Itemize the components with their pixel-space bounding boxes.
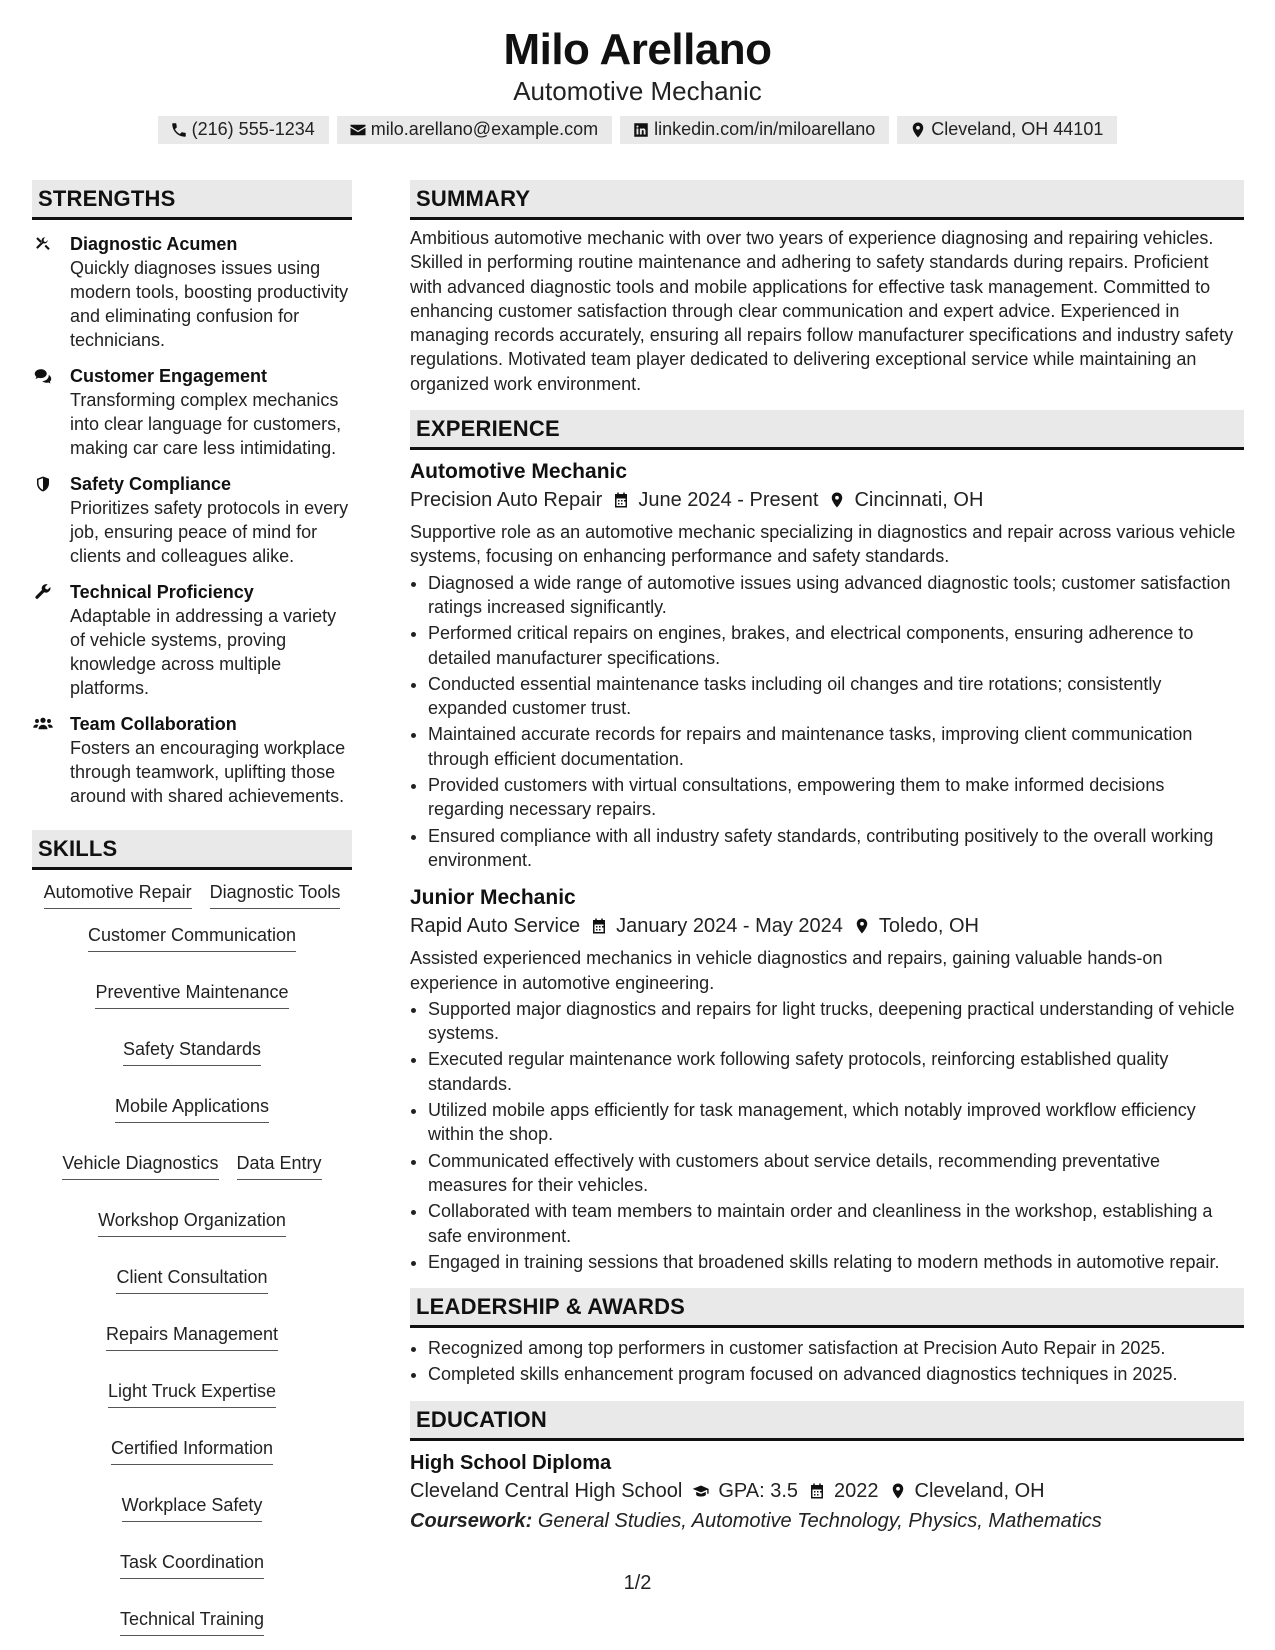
job-bullets [410,997,1244,1274]
strength-desc: Quickly diagnoses issues using modern tools, boosting productivity and eliminating confusion for technicians. [70,258,349,350]
job-bullet: • Supported major diagnostics and repairs for light trucks, deepening practical understanding of vehicle systems. [428,997,1244,1046]
strength-item [32,232,352,352]
skill-tag: Customer Communication [88,923,296,952]
strength-desc: Transforming complex mechanics into clear language for customers, making car care less intimidating. [70,390,342,458]
phone-text: (216) 555-1234 [191,119,315,139]
skill-tag: Repairs Management [106,1322,278,1351]
linkedin-text: linkedin.com/in/miloarellano [654,119,876,139]
strength-desc: Fosters an encouraging workplace through teamwork, uplifting those around with shared achievements. [70,738,346,806]
job-bullet: • Engaged in training sessions that broadened skills relating to modern methods in automotive repair. [428,1250,1244,1274]
school-location: Cleveland, OH [914,1479,1045,1502]
envelope-icon [349,121,367,139]
page-number: 1/2 [623,1572,652,1594]
skill-tag: Automotive Repair [44,880,192,909]
education-heading: EDUCATION [410,1401,1244,1441]
strength-item [32,364,352,460]
job-meta [410,912,1244,940]
calendar-icon [808,1481,826,1501]
skills-heading: SKILLS [32,830,352,870]
skill-tag: Diagnostic Tools [210,880,341,909]
job-bullet: • Utilized mobile apps efficiently for task management, which notably improved workflow efficiency within the shop. [428,1098,1244,1147]
award-item: • Recognized among top performers in customer satisfaction at Precision Auto Repair in 2025. [428,1336,1244,1360]
job-company: Rapid Auto Service [410,915,581,938]
job-dates: June 2024 - Present [638,489,819,512]
skill-tag: Mobile Applications [115,1094,269,1123]
strength-desc: Prioritizes safety protocols in every job, ensuring peace of mind for clients and colleagues alike. [70,498,349,566]
strength-title: Customer Engagement [70,366,268,386]
job-bullet: • Communicated effectively with customers about service details, recommending preventative measures for their vehicles. [428,1149,1244,1198]
linkedin-icon [632,121,650,139]
strength-item [32,712,352,808]
strengths-heading: STRENGTHS [32,180,352,220]
job-entry [410,884,1244,1274]
skill-tag: Workshop Organization [98,1208,286,1237]
award-item: • Completed skills enhancement program focused on advanced diagnostics techniques in 2025. [428,1362,1244,1386]
graduation-cap-icon [692,1481,710,1501]
skill-tag: Safety Standards [123,1037,261,1066]
comments-icon [32,367,54,385]
strength-item [32,472,352,568]
contact-location [897,116,1117,144]
map-pin-icon [828,490,846,510]
skill-tag: Workplace Safety [122,1493,263,1522]
skill-tag: Certified Information [111,1436,273,1465]
awards-heading: LEADERSHIP & AWARDS [410,1288,1244,1328]
job-location: Toledo, OH [878,915,979,938]
job-meta [410,486,1244,514]
job-bullet: • Maintained accurate records for repairs and maintenance tasks, improving client communication through efficient documentation. [428,722,1244,771]
contact-bar [0,116,1275,144]
awards-list [410,1336,1244,1387]
contact-phone [158,116,329,144]
job-bullet: • Ensured compliance with all industry safety standards, contributing positively to the overall working environment. [428,824,1244,873]
location-text: Cleveland, OH 44101 [931,119,1104,139]
summary-text: Ambitious automotive mechanic with over two years of experience diagnosing and repairing vehicles. Skilled in performing routine maintenance and adhering to safety standards during repairs. Proficient with advanced diagnostic tools and mobile applications for effective task management. Committed to enhancing customer satisfaction through clear communication and expert advice. Experienced in managing records accurately, ensuring all repairs follow manufacturer specifications and industry safety regulations. Motivated team player dedicated to delivering exceptional service while maintaining an organized work environment. [410,228,1234,394]
skill-tag: Client Consultation [116,1265,267,1294]
job-company: Precision Auto Repair [410,489,603,512]
right-column [410,180,1244,1535]
coursework [410,1507,1244,1535]
strength-desc: Adaptable in addressing a variety of vehicle systems, proving knowledge across multiple platforms. [70,606,337,698]
job-title: Automotive Mechanic [410,460,628,484]
degree-title: High School Diploma [410,1451,612,1474]
job-location: Cincinnati, OH [854,489,984,512]
job-bullet: • Collaborated with team members to maintain order and cleanliness in the workshop, establishing a safe environment. [428,1199,1244,1248]
strength-title: Technical Proficiency [70,582,254,602]
skill-tag: Vehicle Diagnostics [62,1151,218,1180]
job-bullet: • Performed critical repairs on engines, brakes, and electrical components, ensuring adherence to detailed manufacturer specifications. [428,621,1244,670]
strength-title: Team Collaboration [70,714,237,734]
left-column [32,180,352,1636]
contact-linkedin[interactable] [620,116,889,144]
job-description: Supportive role as an automotive mechanic specializing in diagnostics and repair across various vehicle systems, focusing on enhancing performance and safety standards. [410,522,1236,567]
skill-tag: Data Entry [237,1151,322,1180]
job-entry [410,458,1244,872]
skill-tag: Light Truck Expertise [108,1379,276,1408]
school-name: Cleveland Central High School [410,1479,683,1502]
wrench-icon [32,583,54,601]
skill-tag: Preventive Maintenance [95,980,288,1009]
coursework-list: General Studies, Automotive Technology, Physics, Mathematics [537,1509,1102,1532]
job-title: Junior Mechanic [410,886,576,910]
job-bullet: • Provided customers with virtual consultations, empowering them to make informed decisions regarding necessary repairs. [428,773,1244,822]
resume-header [0,0,1275,144]
education-meta [410,1477,1244,1505]
job-bullet: • Executed regular maintenance work following safety protocols, reinforcing established quality standards. [428,1047,1244,1096]
summary-heading: SUMMARY [410,180,1244,220]
map-pin-icon [909,121,927,139]
job-bullet: • Diagnosed a wide range of automotive issues using advanced diagnostic tools; customer satisfaction ratings increased significantly. [428,571,1244,620]
strength-title: Safety Compliance [70,474,232,494]
contact-email[interactable] [337,116,612,144]
gpa: GPA: 3.5 [718,1479,799,1502]
strength-title: Diagnostic Acumen [70,234,238,254]
job-description: Assisted experienced mechanics in vehicle diagnostics and repairs, gaining valuable hands-on experience in automotive engineering. [410,948,1163,993]
map-pin-icon [853,916,871,936]
shield-icon [32,475,54,493]
map-pin-icon [889,1481,907,1501]
graduation-year: 2022 [834,1479,879,1502]
users-icon [32,715,54,733]
tools-icon [32,235,54,253]
email-text: milo.arellano@example.com [370,119,599,139]
candidate-title: Automotive Mechanic [513,76,762,106]
calendar-icon [590,916,608,936]
skills-list [32,880,352,1636]
candidate-name: Milo Arellano [503,25,772,74]
coursework-label: Coursework: [410,1509,533,1532]
experience-heading: EXPERIENCE [410,410,1244,450]
skill-tag: Technical Training [120,1607,264,1636]
calendar-icon [612,490,630,510]
job-bullets [410,571,1244,873]
job-dates: January 2024 - May 2024 [616,915,843,938]
skill-tag: Task Coordination [120,1550,264,1579]
job-bullet: • Conducted essential maintenance tasks including oil changes and tire rotations; consistently expanded customer trust. [428,672,1244,721]
phone-icon [170,121,188,139]
strength-item [32,580,352,700]
